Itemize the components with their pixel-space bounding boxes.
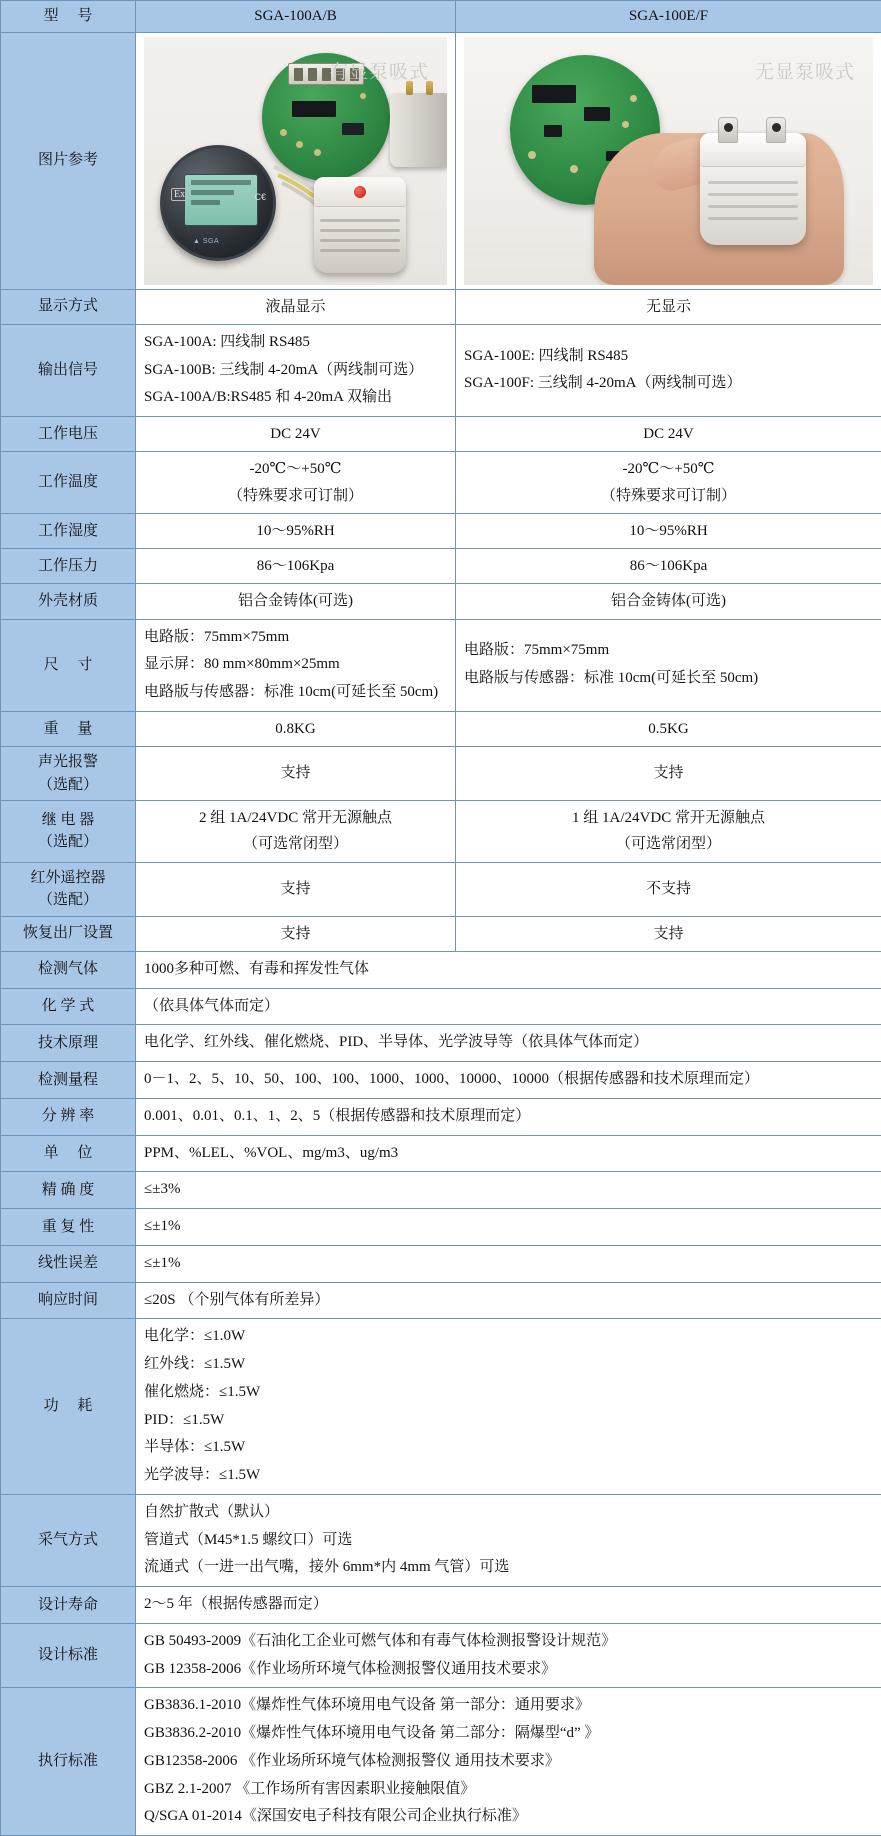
photo-cell-a — [136, 32, 456, 289]
row-label-humidity: 工作湿度 — [1, 513, 136, 548]
unit-value: PPM、%LEL、%VOL、mg/m3、ug/m3 — [136, 1135, 881, 1172]
gas-value: 1000多种可燃、有毒和挥发性气体 — [136, 951, 881, 988]
watermark-b: 无显泵吸式 — [755, 57, 855, 84]
power-line-1: 电化学：≤1.0W — [144, 1323, 873, 1351]
design-std-values — [136, 1623, 881, 1688]
remote-b: 不支持 — [456, 862, 881, 916]
row-label-sampling: 采气方式 — [1, 1494, 136, 1586]
table-row-remote — [1, 862, 881, 916]
row-label-model: 型 号 — [1, 1, 136, 33]
sensor-body-a — [314, 177, 406, 273]
resolution-value: 0.001、0.01、0.1、1、2、5（根据传感器和技术原理而定） — [136, 1098, 881, 1135]
row-label-formula: 化 学 式 — [1, 988, 136, 1025]
size-a-line-2: 显示屏：80 mm×80mm×25mm — [144, 651, 447, 679]
sampling-line-3: 流通式（一进一出气嘴，接外 6mm*内 4mm 气管）可选 — [144, 1554, 873, 1582]
power-line-2: 红外线：≤1.5W — [144, 1351, 873, 1379]
response-value: ≤20S （个别气体有所差异） — [136, 1282, 881, 1319]
table-row-voltage — [1, 417, 881, 452]
weight-b: 0.5KG — [456, 711, 881, 746]
table-row-temperature — [1, 452, 881, 514]
table-row-resolution — [1, 1098, 881, 1135]
photo-cell-b — [456, 32, 881, 289]
row-label-resolution: 分 辨 率 — [1, 1098, 136, 1135]
sensor-body-b — [700, 133, 806, 245]
design-std-line-1: GB 50493-2009《石油化工企业可燃气体和有毒气体检测报警设计规范》 — [144, 1628, 873, 1656]
output-b-line-1: SGA-100E: 四线制 RS485 — [464, 343, 873, 371]
linearity-value: ≤±1% — [136, 1245, 881, 1282]
pressure-a: 86～106Kpa — [136, 549, 456, 584]
display-unit-a — [160, 145, 276, 261]
output-a-line-3: SGA-100A/B:RS485 和 4-20mA 双输出 — [144, 384, 447, 412]
size-a-line-3: 电路版与传感器：标准 10cm(可延长至 50cm) — [144, 679, 447, 707]
lifetime-value: 2～5 年（根据传感器而定） — [136, 1587, 881, 1624]
row-label-remote-line-1: 红外遥控器 — [9, 867, 127, 890]
row-label-size: 尺 寸 — [1, 619, 136, 711]
size-b-line-2: 电路版与传感器：标准 10cm(可延长至 50cm) — [464, 665, 873, 693]
humidity-a: 10～95%RH — [136, 513, 456, 548]
exec-std-line-1: GB3836.1-2010《爆炸性气体环境用电气设备 第一部分：通用要求》 — [144, 1692, 873, 1720]
repeatability-value: ≤±1% — [136, 1209, 881, 1246]
display-a: 液晶显示 — [136, 289, 456, 324]
row-label-weight: 重 量 — [1, 711, 136, 746]
exec-std-values — [136, 1688, 881, 1836]
temperature-b-line-2: （特殊要求可订制） — [464, 483, 873, 509]
output-a-line-2: SGA-100B: 三线制 4-20mA（两线制可选） — [144, 357, 447, 385]
table-row-relay — [1, 801, 881, 863]
row-label-lifetime: 设计寿命 — [1, 1587, 136, 1624]
table-row-weight — [1, 711, 881, 746]
principle-value: 电化学、红外线、催化燃烧、PID、半导体、光学波导等（依具体气体而定） — [136, 1025, 881, 1062]
table-row-lifetime — [1, 1587, 881, 1624]
output-a — [136, 324, 456, 416]
accuracy-value: ≤±3% — [136, 1172, 881, 1209]
power-line-6: 光学波导：≤1.5W — [144, 1462, 873, 1490]
sampling-line-1: 自然扩散式（默认） — [144, 1499, 873, 1527]
temperature-b-line-1: -20℃～+50℃ — [464, 456, 873, 482]
row-label-repeatability: 重 复 性 — [1, 1209, 136, 1246]
shell-a: 铝合金铸体(可选) — [136, 584, 456, 619]
row-label-relay — [1, 801, 136, 863]
ce-mark-icon: C€ — [254, 192, 266, 202]
row-label-accuracy: 精 确 度 — [1, 1172, 136, 1209]
alarm-a: 支持 — [136, 747, 456, 801]
row-label-restore: 恢复出厂设置 — [1, 916, 136, 951]
product-photo-b — [464, 37, 873, 285]
row-label-photo: 图片参考 — [1, 32, 136, 289]
lcd-screen — [184, 174, 258, 226]
humidity-b: 10～95%RH — [456, 513, 881, 548]
range-value: 0－1、2、5、10、50、100、100、1000、1000、10000、10000（根据传感器和技术原理而定） — [136, 1062, 881, 1099]
restore-b: 支持 — [456, 916, 881, 951]
table-row-linearity — [1, 1245, 881, 1282]
relay-a-line-1: 2 组 1A/24VDC 常开无源触点 — [144, 805, 447, 831]
table-row-size — [1, 619, 881, 711]
exec-std-line-3: GB12358-2006 《作业场所环境气体检测报警仪 通用技术要求》 — [144, 1748, 873, 1776]
row-label-output: 输出信号 — [1, 324, 136, 416]
exec-std-line-5: Q/SGA 01-2014《深国安电子科技有限公司企业执行标准》 — [144, 1803, 873, 1831]
table-row-design-std — [1, 1623, 881, 1688]
size-a-line-1: 电路版：75mm×75mm — [144, 624, 447, 652]
table-row-power — [1, 1319, 881, 1495]
table-row-repeatability — [1, 1209, 881, 1246]
row-label-power: 功 耗 — [1, 1319, 136, 1495]
row-label-remote — [1, 862, 136, 916]
table-row-alarm — [1, 747, 881, 801]
design-std-line-2: GB 12358-2006《作业场所环境气体检测报警仪通用技术要求》 — [144, 1656, 873, 1684]
temperature-b — [456, 452, 881, 514]
table-row-accuracy — [1, 1172, 881, 1209]
table-row-display — [1, 289, 881, 324]
shell-b: 铝合金铸体(可选) — [456, 584, 881, 619]
temperature-a-line-2: （特殊要求可订制） — [144, 483, 447, 509]
model-b-header: SGA-100E/F — [456, 1, 881, 33]
formula-value: （依具体气体而定） — [136, 988, 881, 1025]
voltage-b: DC 24V — [456, 417, 881, 452]
power-line-4: PID：≤1.5W — [144, 1407, 873, 1435]
row-label-gas: 检测气体 — [1, 951, 136, 988]
display-b: 无显示 — [456, 289, 881, 324]
watermark-a: 有显泵吸式 — [329, 57, 429, 84]
table-row-restore — [1, 916, 881, 951]
table-row-output — [1, 324, 881, 416]
ex-mark-icon: Ex — [171, 188, 188, 201]
sampling-line-2: 管道式（M45*1.5 螺纹口）可选 — [144, 1527, 873, 1555]
row-label-display: 显示方式 — [1, 289, 136, 324]
row-label-relay-line-2: （选配） — [9, 831, 127, 854]
row-label-unit: 单 位 — [1, 1135, 136, 1172]
row-label-alarm — [1, 747, 136, 801]
table-row-exec-std — [1, 1688, 881, 1836]
table-row-unit — [1, 1135, 881, 1172]
row-label-temperature: 工作温度 — [1, 452, 136, 514]
table-row-sampling — [1, 1494, 881, 1586]
table-row-gas — [1, 951, 881, 988]
sensor-indicator — [354, 186, 366, 198]
model-a-header: SGA-100A/B — [136, 1, 456, 33]
row-label-voltage: 工作电压 — [1, 417, 136, 452]
output-b — [456, 324, 881, 416]
exec-std-line-2: GB3836.2-2010《爆炸性气体环境用电气设备 第二部分：隔爆型“d” 》 — [144, 1720, 873, 1748]
table-row-formula — [1, 988, 881, 1025]
sensor-cap — [700, 133, 806, 167]
output-b-line-2: SGA-100F: 三线制 4-20mA（两线制可选） — [464, 370, 873, 398]
row-label-alarm-line-1: 声光报警 — [9, 751, 127, 774]
relay-b — [456, 801, 881, 863]
restore-a: 支持 — [136, 916, 456, 951]
row-label-linearity: 线性误差 — [1, 1245, 136, 1282]
table-row-photo — [1, 32, 881, 289]
size-a — [136, 619, 456, 711]
size-b — [456, 619, 881, 711]
temperature-a-line-1: -20℃～+50℃ — [144, 456, 447, 482]
power-line-5: 半导体：≤1.5W — [144, 1434, 873, 1462]
table-row-principle — [1, 1025, 881, 1062]
pressure-b: 86～106Kpa — [456, 549, 881, 584]
table-row-shell — [1, 584, 881, 619]
sampling-values — [136, 1494, 881, 1586]
exec-std-line-4: GBZ 2.1-2007 《工作场所有害因素职业接触限值》 — [144, 1776, 873, 1804]
alarm-b: 支持 — [456, 747, 881, 801]
temperature-a — [136, 452, 456, 514]
row-label-design-std: 设计标准 — [1, 1623, 136, 1688]
voltage-a: DC 24V — [136, 417, 456, 452]
product-photo-a — [144, 37, 447, 285]
table-row-pressure — [1, 549, 881, 584]
brand-mark: ▲ SGA — [193, 238, 219, 245]
weight-a: 0.8KG — [136, 711, 456, 746]
table-row-model — [1, 1, 881, 33]
relay-b-line-2: （可选常闭型） — [464, 831, 873, 857]
relay-a — [136, 801, 456, 863]
power-line-3: 催化燃烧：≤1.5W — [144, 1379, 873, 1407]
chip-secondary — [342, 123, 364, 135]
row-label-shell: 外壳材质 — [1, 584, 136, 619]
row-label-response: 响应时间 — [1, 1282, 136, 1319]
table-row-response — [1, 1282, 881, 1319]
table-row-range — [1, 1062, 881, 1099]
table-row-humidity — [1, 513, 881, 548]
row-label-alarm-line-2: （选配） — [9, 774, 127, 797]
row-label-range: 检测量程 — [1, 1062, 136, 1099]
relay-a-line-2: （可选常闭型） — [144, 831, 447, 857]
relay-b-line-1: 1 组 1A/24VDC 常开无源触点 — [464, 805, 873, 831]
remote-a: 支持 — [136, 862, 456, 916]
sensor-cap-a — [390, 93, 447, 167]
size-b-line-1: 电路版：75mm×75mm — [464, 637, 873, 665]
power-values — [136, 1319, 881, 1495]
row-label-exec-std: 执行标准 — [1, 1688, 136, 1836]
row-label-relay-line-1: 继 电 器 — [9, 809, 127, 832]
output-a-line-1: SGA-100A: 四线制 RS485 — [144, 329, 447, 357]
chip — [292, 101, 336, 117]
row-label-remote-line-2: （选配） — [9, 889, 127, 912]
row-label-principle: 技术原理 — [1, 1025, 136, 1062]
row-label-pressure: 工作压力 — [1, 549, 136, 584]
